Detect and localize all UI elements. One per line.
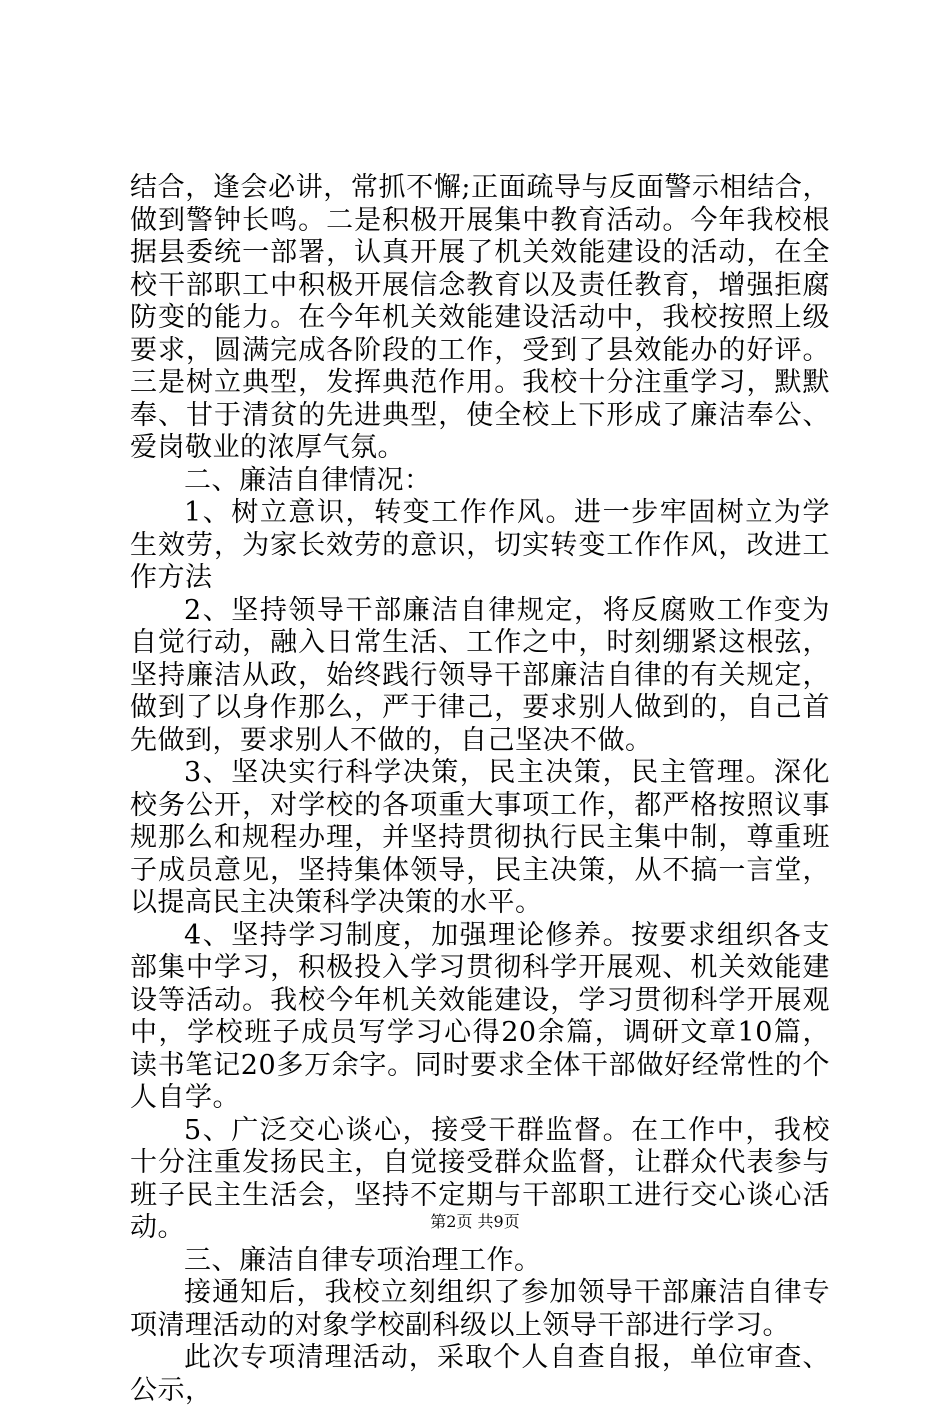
paragraph: 此次专项清理活动，采取个人自查自报，单位审查、公示， [130,1342,830,1406]
section-heading: 三、廉洁自律专项治理工作。 [184,1244,542,1276]
page-number-footer: 第2页 共9页 [430,1212,520,1231]
paragraph: 5、广泛交心谈心，接受干群监督。在工作中，我校十分注重发扬民主，自觉接受群众监督，让群众代表参与班子民主生活会，坚持不定期与干部职工进行交心谈心活动。 [130,1114,830,1243]
paragraph: 2、坚持领导干部廉洁自律规定，将反腐败工作变为自觉行动，融入日常生活、工作之中，时刻绷紧这根弦，坚持廉洁从政，始终践行领导干部廉洁自律的有关规定，做到了以身作那么，严于律己，要求别人做到的，自己首先做到，要求别人不做的，自己坚决不做。 [130,594,830,756]
paragraph: 1、树立意识，转变工作作风。进一步牢固树立为学生效劳，为家长效劳的意识，切实转变工作作风，改进工作方法 [130,497,830,593]
paragraph: 3、坚决实行科学决策，民主决策，民主管理。深化校务公开，对学校的各项重大事项工作，都严格按照议事规那么和规程办理，并坚持贯彻执行民主集中制，尊重班子成员意见，坚持集体领导，民主决策，从不搞一言堂，以提高民主决策科学决策的水平。 [130,757,830,918]
paragraph: 4、坚持学习制度，加强理论修养。按要求组织各支部集中学习，积极投入学习贯彻科学开展观、机关效能建设等活动。我校今年机关效能建设，学习贯彻科学开展观中，学校班子成员写学习心得20余篇，调研文章10篇，读书笔记20多万余字。同时要求全体干部做好经常性的个人自学。 [130,919,830,1113]
paragraph: 结合，逢会必讲，常抓不懈;正面疏导与反面警示相结合，做到警钟长鸣。二是积极开展集中教育活动。今年我校根据县委统一部署，认真开展了机关效能建设的活动，在全校干部职工中积极开展信念教育以及责任教育，增强拒腐防变的能力。在今年机关效能建设活动中，我校按照上级要求，圆满完成各阶段的工作，受到了县效能办的好评。三是树立典型，发挥典范作用。我校十分注重学习，默默奉、甘于清贫的先进典型，使全校上下形成了廉洁奉公、爱岗敬业的浓厚气氛。 [130,172,830,463]
section-heading: 二、廉洁自律情况： [184,464,432,496]
paragraph: 接通知后，我校立刻组织了参加领导干部廉洁自律专项清理活动的对象学校副科级以上领导干部进行学习。 [130,1277,830,1341]
